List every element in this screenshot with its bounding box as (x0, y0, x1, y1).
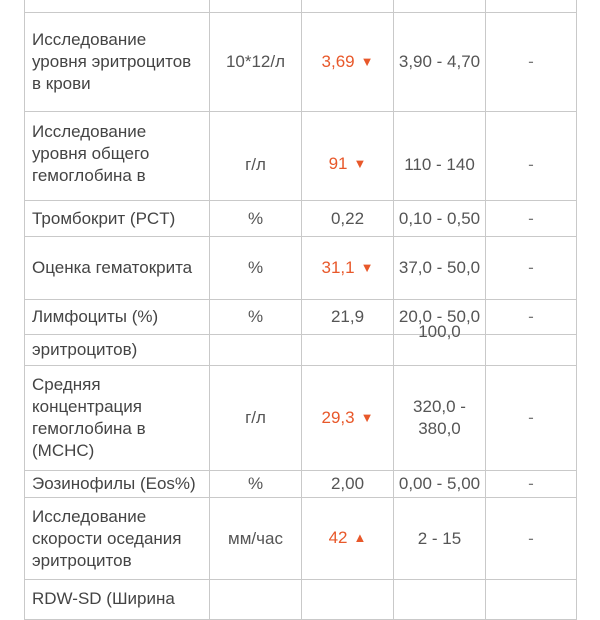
reference-cell: 37,0 - 50,0 (394, 237, 486, 300)
reference-cell: 20,0 - 50,0 (394, 300, 486, 335)
note-cell: - (486, 498, 577, 580)
table-row-partial (25, 580, 577, 620)
reference-cell: 320,0 - 380,0 (394, 366, 486, 471)
down-arrow-icon: ▼ (360, 53, 374, 69)
table-row (25, 471, 577, 498)
result-cell: 0,22 (302, 201, 394, 237)
test-name: Лимфоциты (%) (25, 300, 210, 335)
result-value: 31,1 (321, 257, 355, 277)
result-cell: 21,9 (302, 300, 394, 335)
test-name: Оценка гематокрита (25, 237, 210, 300)
result-value: 91 (328, 154, 348, 173)
result-value: 42 (328, 528, 348, 547)
results-table-section-3 (24, 322, 576, 608)
note-cell: - (486, 201, 577, 237)
test-name: Исследование уровня общего гемоглобина в (25, 112, 210, 218)
reference-cell: 0,10 - 0,50 (394, 201, 486, 237)
down-arrow-icon: ▼ (360, 259, 374, 275)
result-cell: 2,00 (302, 471, 394, 498)
up-arrow-icon: ▲ (353, 530, 367, 545)
test-name: Средняя концентрация гемоглобина в (MCHC) (25, 366, 210, 471)
note-cell: - (486, 112, 577, 218)
note-cell: - (486, 13, 577, 112)
reference-cell: 3,90 - 4,70 (394, 13, 486, 112)
table-row (25, 201, 577, 237)
unit-cell: % (210, 237, 302, 300)
table-row (25, 366, 577, 471)
table-row-partial (25, 335, 577, 366)
table-row-partial (25, 0, 577, 13)
reference-fragment: 100,0 (418, 322, 461, 341)
result-cell (302, 366, 394, 471)
note-cell: - (486, 300, 577, 335)
note-cell: - (486, 366, 577, 471)
test-name: Исследование скорости оседания эритроцитов (25, 498, 210, 580)
table-row (25, 13, 577, 112)
result-cell (302, 13, 394, 112)
unit-cell: % (210, 201, 302, 237)
results-table-section-1 (24, 0, 576, 188)
table-row (25, 300, 577, 335)
unit-cell: г/л (210, 366, 302, 471)
table-row (25, 498, 577, 580)
unit-cell: 10*12/л (210, 13, 302, 112)
test-name: RDW-SD (Ширина (25, 580, 210, 620)
result-value: 29,3 (321, 407, 355, 427)
unit-cell: % (210, 471, 302, 498)
result-cell (302, 237, 394, 300)
unit-cell: мм/час (210, 498, 302, 580)
note-cell: - (486, 471, 577, 498)
reference-cell: 0,00 - 5,00 (394, 471, 486, 498)
test-name-fragment: эритроцитов) (25, 335, 210, 366)
table-row (25, 237, 577, 300)
test-name: Эозинофилы (Eos%) (25, 471, 210, 498)
test-name: Исследование уровня эритроцитов в крови (25, 13, 210, 112)
down-arrow-icon: ▼ (353, 156, 367, 171)
results-table-section-2 (24, 200, 576, 334)
unit-cell: % (210, 300, 302, 335)
reference-cell: 2 - 15 (394, 498, 486, 580)
note-cell: - (486, 237, 577, 300)
unit-cell: г/л (210, 112, 302, 218)
result-value: 3,69 (321, 51, 355, 71)
test-name: Тромбокрит (PCT) (25, 201, 210, 237)
down-arrow-icon: ▼ (360, 409, 374, 425)
reference-cell: 110 - 140 (394, 112, 486, 218)
result-cell (302, 498, 394, 580)
